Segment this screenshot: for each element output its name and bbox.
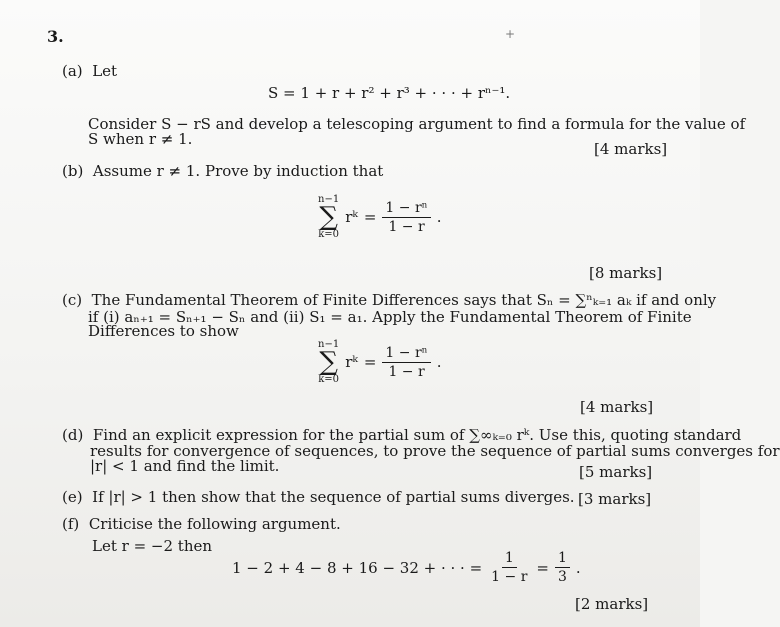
part-e-label: (e) If |r| > 1 then show that the sequence of partial sums diverges. bbox=[62, 488, 575, 506]
part-f-let-text: Let r = −2 then bbox=[92, 537, 213, 555]
part-d-text-line2: results for convergence of sequences, to prove the sequence of partial sums converges for bbox=[90, 442, 780, 460]
part-c-text-line2: if (i) aₙ₊₁ = Sₙ₊₁ − Sₙ and (ii) S₁ = a₁. Apply the Fundamental Theorem of Finite bbox=[88, 308, 692, 326]
fraction: $\frac{\text{1 − rⁿ}}{1 - r}$ bbox=[382, 200, 430, 235]
sum-symbol: n−1 ∑ k=0 bbox=[318, 339, 340, 385]
part-a-marks: [4 marks] bbox=[594, 140, 668, 158]
part-a-text-line2: S when r ≠ 1. bbox=[88, 130, 193, 148]
part-a-equation: S = 1 + r + r² + r³ + · · · + rⁿ⁻¹. bbox=[268, 84, 511, 102]
part-d-text-line3: |r| < 1 and find the limit. bbox=[90, 457, 280, 475]
fraction: $\frac{1}{1 - r}$ bbox=[491, 550, 528, 585]
part-b-label: (b) Assume r ≠ 1. Prove by induction that bbox=[62, 162, 384, 180]
part-d-marks: [5 marks] bbox=[579, 463, 653, 481]
part-f-label: (f) Criticise the following argument. bbox=[62, 515, 341, 533]
part-a-label: (a) Let bbox=[62, 62, 118, 80]
part-c-formula: n−1 ∑ k=0 rᵏ = $\frac{\text{1 − rⁿ}}{1 - r}$ . bbox=[318, 339, 442, 385]
part-c-marks: [4 marks] bbox=[580, 398, 654, 416]
part-c-text-line3: Differences to show bbox=[88, 322, 239, 340]
part-c-label: (c) The Fundamental Theorem of Finite Differences says that Sₙ = ∑ⁿₖ₌₁ aₖ if and only bbox=[62, 291, 717, 309]
question-number: 3. bbox=[47, 27, 64, 46]
fraction: $\frac{\text{1 − rⁿ}}{1 - r}$ bbox=[382, 345, 430, 380]
part-f-formula: 1 − 2 + 4 − 8 + 16 − 32 + · · · = $\frac{1}{1 - r}$ = $\frac{1}{3}$ . bbox=[232, 550, 581, 585]
part-f-marks: [2 marks] bbox=[575, 595, 649, 613]
sum-symbol: n−1 ∑ k=0 bbox=[318, 194, 340, 240]
part-e-marks: [3 marks] bbox=[578, 490, 652, 508]
part-a-text-line1: Consider S − rS and develop a telescoping argument to find a formula for the value of bbox=[88, 115, 746, 133]
fraction: $\frac{1}{3}$ bbox=[555, 550, 570, 585]
part-b-marks: [8 marks] bbox=[589, 264, 663, 282]
part-b-formula: n−1 ∑ k=0 rᵏ = $\frac{\text{1 − rⁿ}}{1 - r}$ . bbox=[318, 194, 442, 240]
part-d-label: (d) Find an explicit expression for the partial sum of ∑∞ₖ₌₀ rᵏ. Use this, quoting standard bbox=[62, 426, 742, 444]
corner-mark: + bbox=[505, 27, 516, 41]
